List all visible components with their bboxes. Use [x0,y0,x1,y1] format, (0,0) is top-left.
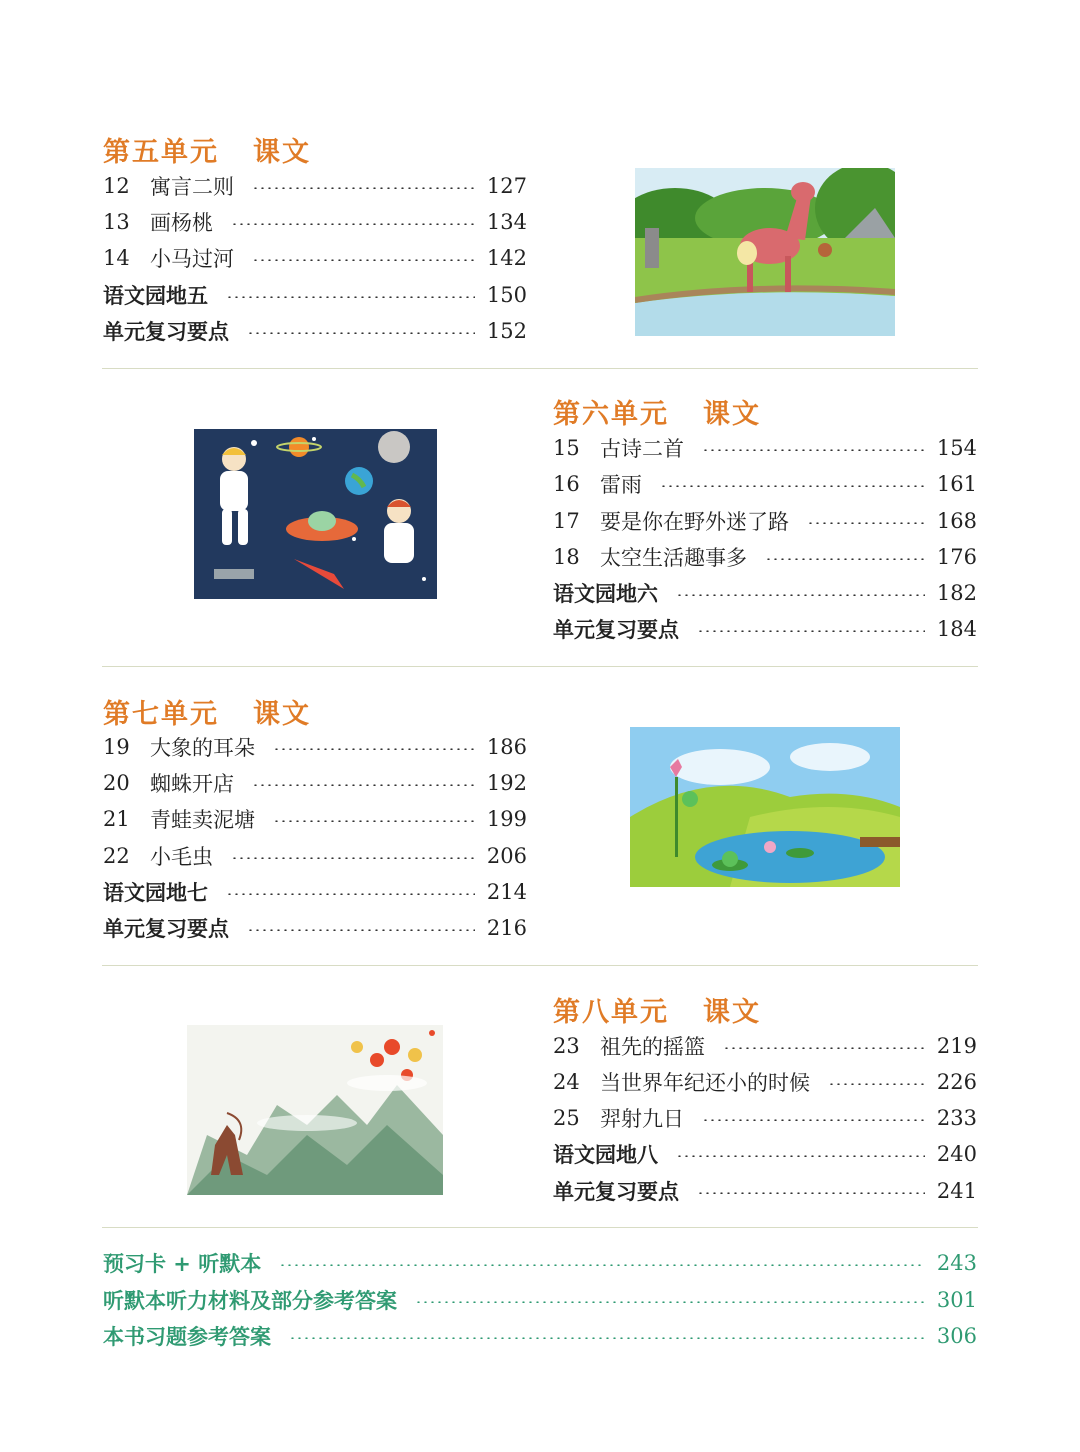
entry-page: 134 [486,210,527,234]
dot-leader [828,1083,925,1085]
dot-leader [702,1119,925,1121]
entry-page: 240 [936,1142,977,1166]
toc-entry-12[interactable] [103,171,527,201]
entry-title: 单元复习要点 [553,618,679,642]
entry-page: 226 [936,1070,977,1094]
unit-6-title [553,392,761,431]
dot-leader [247,929,475,931]
entry-number: 17 [553,509,580,533]
entry-title: 要是你在野外迷了路 [600,510,789,534]
toc-entry-yuwen-yuandi-7[interactable] [103,877,527,907]
astronauts-in-space-illustration [194,429,437,599]
entry-title: 单元复习要点 [553,1180,679,1204]
entry-title: 雷雨 [600,473,642,497]
unit-6-subtitle: 课文 [703,399,761,430]
entry-title: 小毛虫 [150,845,213,869]
dot-leader [252,259,475,261]
unit-8-subtitle: 课文 [703,997,761,1028]
entry-number: 12 [103,174,130,198]
toc-entry-25[interactable] [553,1103,977,1133]
entry-number: 25 [553,1106,580,1130]
entry-page: 161 [936,472,977,496]
entry-title: 预习卡 + 听默本 [103,1252,262,1276]
entry-page: 154 [936,436,977,460]
dot-leader [252,187,475,189]
dot-leader [676,1155,925,1157]
toc-entry-17[interactable] [553,506,977,536]
entry-page: 184 [936,617,977,641]
entry-number: 22 [103,844,130,868]
entry-number: 13 [103,210,130,234]
entry-title: 语文园地五 [103,284,208,308]
entry-number: 18 [553,545,580,569]
entry-page: 306 [936,1324,977,1348]
toc-entry-21[interactable] [103,804,527,834]
entry-title: 听默本听力材料及部分参考答案 [103,1289,397,1313]
entry-page: 233 [936,1106,977,1130]
entry-page: 243 [936,1251,977,1275]
dot-leader [247,332,475,334]
entry-number: 16 [553,472,580,496]
unit-5-title-text: 第五单元 [103,137,219,168]
dot-leader [702,449,925,451]
toc-entry-review-5[interactable] [103,316,527,346]
dot-leader [289,1337,925,1339]
separator-1 [102,368,978,369]
entry-title: 寓言二则 [150,175,234,199]
frog-pond-illustration [630,727,900,887]
unit-8-title-text: 第八单元 [553,997,669,1028]
entry-page: 176 [936,545,977,569]
entry-title: 单元复习要点 [103,320,229,344]
dot-leader [226,296,475,298]
toc-entry-22[interactable] [103,841,527,871]
dot-leader [279,1264,925,1266]
entry-page: 168 [936,509,977,533]
toc-entry-23[interactable] [553,1031,977,1061]
toc-entry-16[interactable] [553,469,977,499]
toc-entry-14[interactable] [103,243,527,273]
unit-7-title-text: 第七单元 [103,699,219,730]
entry-page: 127 [486,174,527,198]
dot-leader [807,522,925,524]
toc-entry-18[interactable] [553,542,977,572]
dot-leader [723,1047,925,1049]
entry-title: 单元复习要点 [103,917,229,941]
toc-entry-yuwen-yuandi-8[interactable] [553,1139,977,1169]
entry-title: 本书习题参考答案 [103,1325,271,1349]
toc-entry-yuwen-yuandi-6[interactable] [553,578,977,608]
dot-leader [765,558,925,560]
unit-7-title [103,692,311,731]
dot-leader [273,748,475,750]
entry-page: 219 [936,1034,977,1058]
dot-leader [660,485,925,487]
dot-leader [676,594,925,596]
entry-number: 24 [553,1070,580,1094]
unit-7-subtitle: 课文 [253,699,311,730]
entry-page: 142 [486,246,527,270]
entry-page: 186 [486,735,527,759]
entry-title: 小马过河 [150,247,234,271]
dot-leader [273,820,475,822]
toc-entry-listening-answers[interactable] [103,1285,977,1315]
entry-title: 大象的耳朵 [150,736,255,760]
toc-entry-review-8[interactable] [553,1176,977,1206]
entry-page: 206 [486,844,527,868]
entry-title: 语文园地六 [553,582,658,606]
entry-title: 语文园地七 [103,881,208,905]
unit-6-title-text: 第六单元 [553,399,669,430]
dot-leader [231,223,475,225]
entry-page: 199 [486,807,527,831]
unit-5-subtitle: 课文 [253,137,311,168]
entry-number: 23 [553,1034,580,1058]
entry-page: 192 [486,771,527,795]
dot-leader [226,893,475,895]
horse-by-river-illustration [635,168,895,336]
entry-page: 152 [486,319,527,343]
toc-entry-13[interactable] [103,207,527,237]
toc-entry-preview-card[interactable] [103,1248,977,1278]
entry-page: 150 [486,283,527,307]
dot-leader [231,857,475,859]
unit-5-title [103,130,311,169]
toc-entry-review-7[interactable] [103,913,527,943]
separator-3 [102,965,978,966]
archer-mountains-suns-illustration [187,1025,443,1195]
toc-entry-15[interactable] [553,433,977,463]
entry-number: 14 [103,246,130,270]
entry-title: 祖先的摇篮 [600,1035,705,1059]
unit-8-title [553,990,761,1029]
entry-title: 青蛙卖泥塘 [150,808,255,832]
entry-page: 216 [486,916,527,940]
separator-2 [102,666,978,667]
entry-title: 语文园地八 [553,1143,658,1167]
entry-number: 21 [103,807,130,831]
entry-title: 古诗二首 [600,437,684,461]
entry-title: 太空生活趣事多 [600,546,747,570]
entry-page: 214 [486,880,527,904]
entry-page: 241 [936,1179,977,1203]
entry-number: 15 [553,436,580,460]
toc-entry-review-6[interactable] [553,614,977,644]
dot-leader [697,1192,925,1194]
entry-number: 19 [103,735,130,759]
entry-title: 蜘蛛开店 [150,772,234,796]
toc-entry-19[interactable] [103,732,527,762]
entry-title: 当世界年纪还小的时候 [600,1071,810,1095]
dot-leader [252,784,475,786]
entry-title: 画杨桃 [150,211,213,235]
entry-page: 301 [936,1288,977,1312]
separator-4 [102,1227,978,1228]
toc-entry-yuwen-yuandi-5[interactable] [103,280,527,310]
toc-entry-24[interactable] [553,1067,977,1097]
dot-leader [415,1301,925,1303]
entry-title: 羿射九日 [600,1107,684,1131]
toc-entry-20[interactable] [103,768,527,798]
entry-number: 20 [103,771,130,795]
entry-page: 182 [936,581,977,605]
toc-entry-exercise-answers[interactable] [103,1321,977,1351]
dot-leader [697,630,925,632]
